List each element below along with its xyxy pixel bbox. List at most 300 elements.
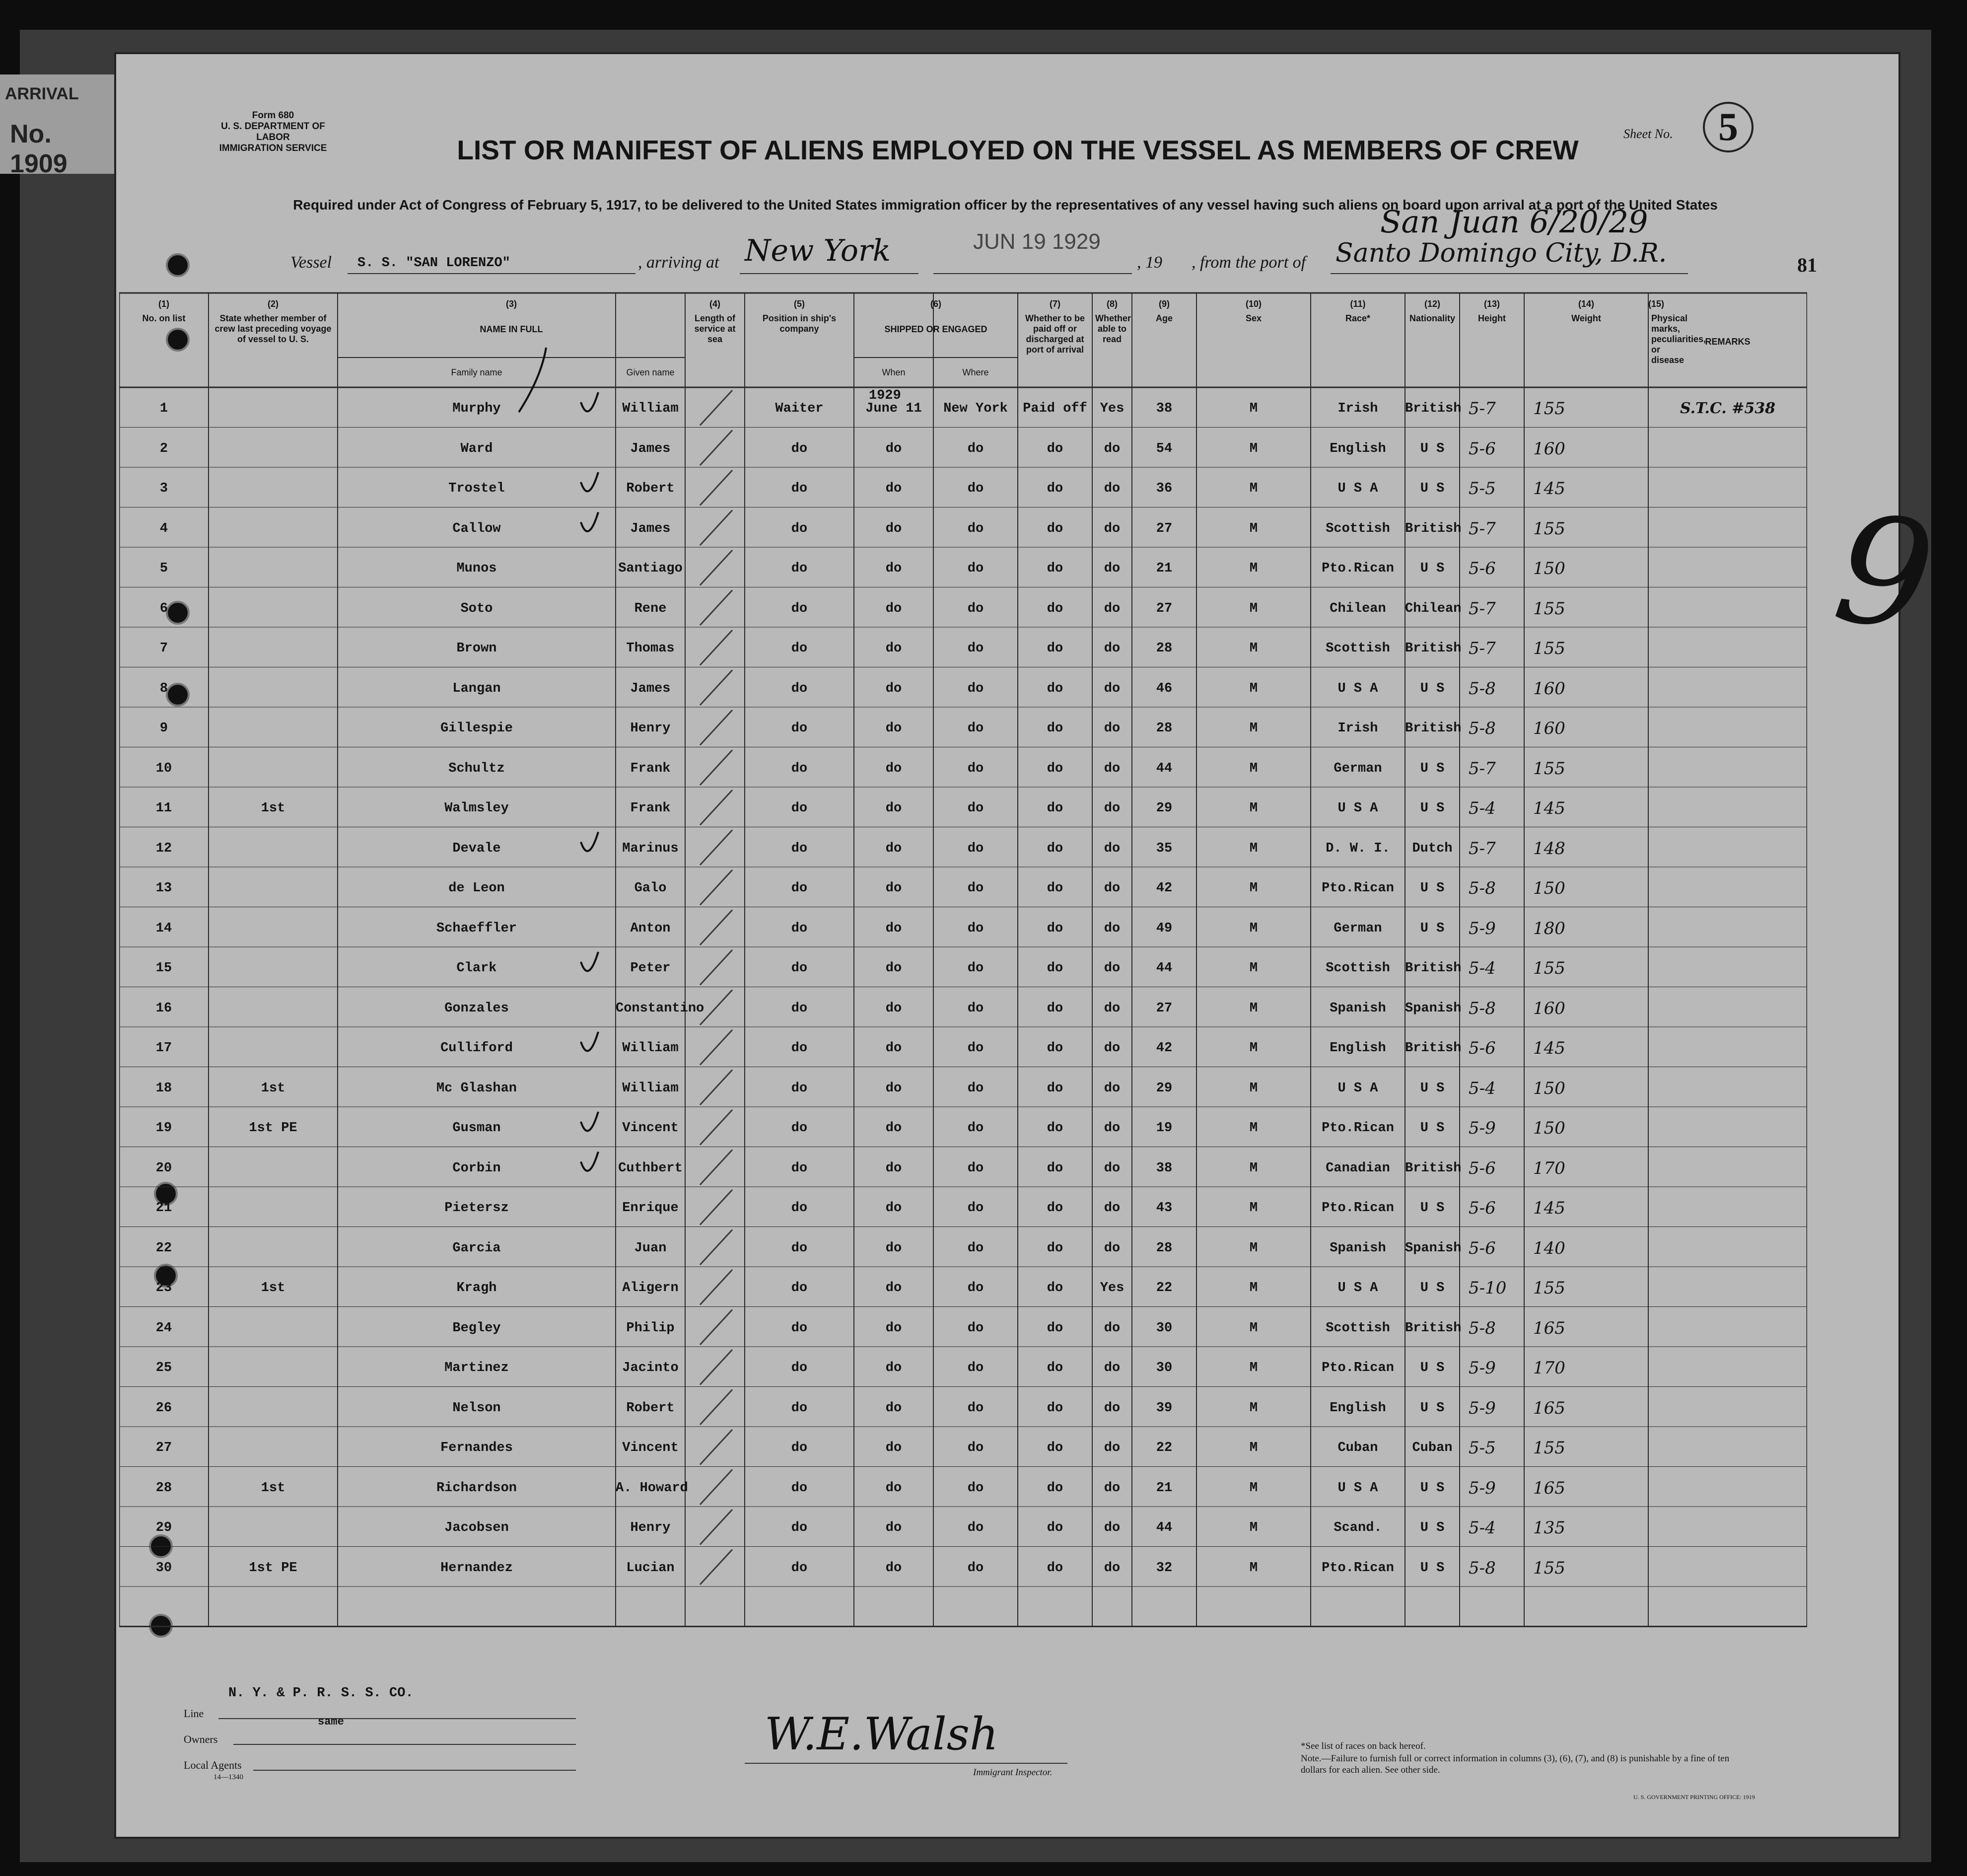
cell-when: do (885, 1041, 902, 1056)
cell-when: do (885, 441, 902, 456)
cell-family: Devale (452, 841, 501, 856)
cell-nat: U S (1420, 1361, 1445, 1375)
cell-sex: M (1249, 681, 1258, 696)
cell-paid: do (1047, 761, 1063, 776)
cell-height: 5-9 (1469, 1398, 1496, 1418)
cell-prev: 1st (261, 1081, 285, 1096)
cell-given: Robert (626, 481, 675, 496)
cell-family: Hernandez (440, 1560, 513, 1576)
service: IMMIGRATION SERVICE (219, 143, 327, 153)
cell-age: 22 (1156, 1441, 1173, 1455)
cell-pos: do (791, 521, 808, 536)
cell-prev: 1st (261, 1480, 285, 1496)
cell-read: do (1104, 721, 1121, 736)
arriving-label: , arriving at (638, 253, 719, 272)
cell-where: do (967, 761, 984, 776)
cell-nat: U S (1420, 1281, 1445, 1296)
column-subheader-where: Where (962, 367, 989, 377)
service-tick (700, 1030, 732, 1065)
column-label: Whether to be paid off or discharged at port of arrival (1025, 313, 1085, 355)
service-tick (700, 750, 732, 786)
cell-prev: 1st PE (249, 1121, 297, 1136)
cell-read: do (1104, 601, 1121, 616)
cell-weight: 155 (1533, 958, 1565, 978)
cell-no: 20 (155, 1160, 172, 1176)
cell-read: do (1104, 1121, 1121, 1136)
cell-age: 19 (1156, 1121, 1173, 1136)
cell-weight: 140 (1533, 1238, 1565, 1258)
cell-given: Galo (634, 881, 667, 896)
cell-given: Thomas (626, 641, 675, 656)
cell-nat: British (1405, 401, 1462, 416)
cell-where: do (967, 601, 984, 616)
cell-family: Trostel (448, 481, 505, 496)
cell-height: 5-8 (1469, 678, 1496, 699)
cell-weight: 155 (1533, 1558, 1565, 1578)
cell-nat: Dutch (1412, 841, 1453, 856)
cell-family: Nelson (452, 1400, 501, 1416)
adjacent-page-fragment (0, 74, 114, 174)
cell-age: 27 (1156, 1001, 1173, 1016)
cell-when: do (885, 1400, 902, 1416)
cell-height: 5-7 (1469, 399, 1496, 419)
cell-when: do (885, 1081, 902, 1096)
cell-height: 5-8 (1469, 998, 1496, 1018)
inspector-signature: W.E.Walsh (765, 1708, 998, 1760)
column-number: (13) (1483, 299, 1500, 309)
cell-family: Clark (456, 961, 497, 976)
cell-where: do (967, 681, 984, 696)
service-tick (700, 990, 732, 1025)
cell-read: do (1104, 521, 1121, 536)
cell-when: do (885, 761, 902, 776)
cell-no: 10 (155, 761, 172, 776)
cell-pos: do (791, 1281, 808, 1296)
cell-race: English (1330, 1400, 1386, 1416)
cell-race: Pto.Rican (1322, 561, 1394, 576)
cell-where: do (967, 1320, 984, 1336)
cell-paid: do (1047, 1520, 1063, 1535)
service-tick (700, 1270, 732, 1305)
cell-given: Henry (630, 721, 671, 736)
cell-read: do (1104, 1001, 1121, 1016)
cell-no: 17 (155, 1041, 172, 1056)
cell-height: 5-9 (1469, 1358, 1496, 1378)
document-subtitle: Required under Act of Congress of February 5, 1917, to be delivered to the United States immigration officer by the representatives of any vessel having such aliens on board upon arrival at a port of the United States (293, 197, 1718, 213)
cell-height: 5-7 (1469, 758, 1496, 779)
cell-sex: M (1249, 1361, 1258, 1375)
cell-where: do (967, 441, 984, 456)
cell-family: Munos (456, 561, 497, 576)
cell-height: 5-4 (1469, 958, 1496, 978)
cell-family: Garcia (452, 1240, 501, 1256)
cell-weight: 155 (1533, 518, 1565, 539)
cell-family: Mc Glashan (436, 1081, 517, 1096)
cell-no: 11 (155, 801, 172, 816)
cell-no: 6 (159, 601, 168, 616)
cell-read: do (1104, 1480, 1121, 1496)
cell-given: Vincent (622, 1441, 679, 1455)
cell-paid: do (1047, 721, 1063, 736)
check-mark (581, 512, 598, 531)
cell-when: do (885, 1001, 902, 1016)
cell-where: do (967, 841, 984, 856)
cell-read: do (1104, 1240, 1121, 1256)
cell-when: do (885, 1121, 902, 1136)
cell-pos: do (791, 1361, 808, 1375)
cell-paid: do (1047, 1320, 1063, 1336)
cell-paid: do (1047, 1081, 1063, 1096)
cell-no: 23 (155, 1281, 172, 1296)
cell-paid: do (1047, 1201, 1063, 1216)
cell-nat: U S (1420, 1480, 1445, 1496)
cell-family: Soto (460, 601, 493, 616)
cell-given: Philip (626, 1320, 675, 1336)
vessel-label: Vessel (290, 253, 332, 272)
cell-race: U S A (1337, 681, 1378, 696)
service-tick (700, 590, 732, 626)
cell-age: 30 (1156, 1361, 1173, 1375)
cell-age: 39 (1156, 1400, 1173, 1416)
cell-family: Murphy (452, 401, 501, 416)
cell-family: Schaeffler (436, 921, 517, 936)
cell-sex: M (1249, 1240, 1258, 1256)
cell-where: do (967, 881, 984, 896)
cell-family: Corbin (452, 1160, 501, 1176)
column-subheader-family: Family name (451, 367, 502, 377)
cell-read: do (1104, 1201, 1121, 1216)
cell-read: do (1104, 561, 1121, 576)
cell-read: do (1104, 681, 1121, 696)
cell-no: 5 (159, 561, 168, 576)
service-tick (700, 1190, 732, 1225)
arriving-underline (740, 273, 918, 274)
cell-pos: Waiter (775, 401, 824, 416)
line-label: Line (184, 1707, 204, 1720)
cell-nat: U S (1420, 921, 1445, 936)
cell-no: 24 (155, 1320, 172, 1336)
owners-label: Owners (184, 1733, 218, 1745)
cell-race: Canadian (1326, 1160, 1390, 1176)
cell-height: 5-7 (1469, 639, 1496, 658)
cell-when: do (885, 1480, 902, 1496)
cell-age: 38 (1156, 1160, 1173, 1176)
cell-sex: M (1249, 441, 1258, 456)
cell-sex: M (1249, 921, 1258, 936)
column-number: (2) (268, 299, 279, 309)
cell-nat: British (1405, 521, 1462, 536)
service-tick (700, 710, 732, 745)
cell-sex: M (1249, 1480, 1258, 1496)
cell-when: do (885, 681, 902, 696)
cell-sex: M (1249, 1121, 1258, 1136)
race-note: *See list of races on back hereof. (1301, 1741, 1426, 1751)
cell-race: Spanish (1330, 1240, 1386, 1256)
line-underline (218, 1718, 576, 1719)
department: U. S. DEPARTMENT OF LABOR (221, 121, 325, 143)
cell-race: U S A (1337, 1081, 1378, 1096)
cell-paid: do (1047, 1121, 1063, 1136)
check-mark (581, 472, 598, 491)
column-number: (10) (1245, 299, 1262, 309)
cell-when: do (885, 561, 902, 576)
cell-height: 5-5 (1469, 479, 1496, 499)
cell-read: do (1104, 841, 1121, 856)
cell-read: do (1104, 801, 1121, 816)
cell-height: 5-8 (1469, 1558, 1496, 1578)
year-label: , 19 (1137, 253, 1162, 272)
cell-given: Enrique (622, 1201, 679, 1216)
fragment-number: No. 1909 (10, 120, 68, 174)
cell-age: 29 (1156, 1081, 1173, 1096)
cell-no: 27 (155, 1441, 172, 1455)
column-label: Whether able to read (1095, 313, 1131, 344)
arriving-port: New York (745, 233, 891, 268)
company-name: N. Y. & P. R. S. S. CO. (228, 1686, 414, 1701)
cell-race: German (1334, 761, 1382, 776)
cell-read: Yes (1100, 401, 1124, 416)
cell-family: Jacobsen (444, 1520, 509, 1535)
cell-pos: do (791, 1041, 808, 1056)
cell-sex: M (1249, 801, 1258, 816)
cell-age: 28 (1156, 721, 1173, 736)
cell-paid: do (1047, 1361, 1063, 1375)
cell-family: Walmsley (444, 801, 509, 816)
cell-read: do (1104, 1160, 1121, 1176)
cell-read: do (1104, 1041, 1121, 1056)
cell-no: 15 (155, 961, 172, 976)
cell-family: Ward (460, 441, 493, 456)
cell-given: Rene (634, 601, 667, 616)
cell-sex: M (1249, 521, 1258, 536)
check-mark (581, 1032, 598, 1051)
cell-read: do (1104, 1560, 1121, 1576)
cell-read: do (1104, 961, 1121, 976)
cell-pos: do (791, 1320, 808, 1336)
cell-paid: do (1047, 481, 1063, 496)
cell-where: do (967, 921, 984, 936)
cell-read: do (1104, 881, 1121, 896)
form-code: 14—1340 (213, 1773, 243, 1781)
cell-when: do (885, 1160, 902, 1176)
column-number: (5) (794, 299, 805, 309)
cell-age: 44 (1156, 1520, 1173, 1535)
cell-nat: Cuban (1412, 1441, 1453, 1455)
cell-family: Gonzales (444, 1001, 509, 1016)
cell-marks: S.T.C. #538 (1680, 400, 1775, 417)
service-tick (700, 390, 732, 426)
printer-credit: U. S. GOVERNMENT PRINTING OFFICE: 1919 (1633, 1794, 1755, 1801)
date-underline (933, 273, 1132, 274)
cell-race: Scottish (1326, 1320, 1390, 1336)
cell-paid: do (1047, 881, 1063, 896)
cell-height: 5-6 (1469, 1038, 1496, 1058)
cell-no: 22 (155, 1240, 172, 1256)
cell-weight: 135 (1533, 1518, 1565, 1538)
cell-no: 8 (159, 681, 168, 696)
cell-weight: 150 (1533, 878, 1565, 898)
cell-given: Lucian (626, 1560, 675, 1576)
cell-where: do (967, 1121, 984, 1136)
cell-weight: 165 (1533, 1398, 1565, 1418)
cell-nat: U S (1420, 881, 1445, 896)
cell-where: do (967, 801, 984, 816)
cell-read: do (1104, 1520, 1121, 1535)
cell-race: D. W. I. (1326, 841, 1390, 856)
cell-age: 46 (1156, 681, 1173, 696)
cell-pos: do (791, 1441, 808, 1455)
cell-where: do (967, 1081, 984, 1096)
cell-sex: M (1249, 1281, 1258, 1296)
cell-age: 35 (1156, 841, 1173, 856)
service-tick (700, 1150, 732, 1185)
cell-height: 5-9 (1469, 918, 1496, 938)
penalty-note: Note.—Failure to furnish full or correct information in columns (3), (6), (7), and (8) is punishable by a fine of ten dollars for each alien. See other side. (1301, 1753, 1730, 1775)
cell-age: 32 (1156, 1560, 1173, 1576)
cell-sex: M (1249, 1400, 1258, 1416)
cell-height: 5-6 (1469, 1198, 1496, 1218)
cell-nat: U S (1420, 1081, 1445, 1096)
column-label: NAME IN FULL (480, 324, 543, 334)
cell-paid: do (1047, 1160, 1063, 1176)
service-tick (700, 950, 732, 985)
cell-race: Cuban (1337, 1441, 1378, 1455)
sheet-number: 5 (1703, 102, 1754, 152)
cell-sex: M (1249, 1201, 1258, 1216)
cell-family: Schultz (448, 761, 505, 776)
service-tick (700, 431, 732, 466)
cell-paid: do (1047, 1441, 1063, 1455)
cell-prev: 1st PE (249, 1560, 297, 1576)
cell-when: do (885, 1201, 902, 1216)
cell-weight: 155 (1533, 1278, 1565, 1298)
from-underline (1331, 273, 1688, 274)
cell-paid: do (1047, 921, 1063, 936)
service-tick-marks (119, 288, 1807, 1663)
cell-no: 4 (159, 521, 168, 536)
service-tick (700, 1550, 732, 1585)
crew-manifest-table: (1) No. on list (2) State whether member of crew last preceding voyage of vessel to U. S. (3) NAME IN FULL (4) Length of service at sea (5) Position in ship's company (6) SHIPPED OR ENGAGED (7) Whether to be paid off or discharged at port of arrival (8) Whether able to read (9) Age (10) Sex (11) Race* (12) Nationality (13) Height (14) Weight (15) Physical marks, peculiarities, or disease REMARKS Family name Given name When Where 1 Murphy William Waiter June 11 New York Paid off Yes 38 M Irish British S.T.C. #538 5-7 155 2 Ward James do do do do do 54 M English U S 5-6 160 3 Trostel Robert do do do do do 36 M U S A U S 5-5 145 4 Callow James do do do do do 27 M Scottish British 5-7 155 5 Munos Santiago do do do do do 21 M Pto.Rican U S 5-6 150 6 Soto Rene do do do do do 27 M Chilean Chilean 5-7 155 7 Brown Thomas do do do do do 28 M Scottish British 5-7 155 8 Langan James do do do do do 46 M U S A U S 5-8 160 9 Gillespie Henry do do do do do 28 M Irish British 5-8 160 10 Schultz Frank do do do do do 44 M German U S 5-7 155 11 1st Walmsley Frank do do do do do 29 M U S A U S 5-4 145 12 Devale Marinus do do do do do 35 M D. W. I. Dutch 5-7 148 13 de Leon Galo do do do do do 42 M Pto.Rican U S 5-8 150 14 Schaeffler Anton do do do do do 49 M German U S 5-9 180 15 Clark Peter do do do do do 44 M Scottish British 5-4 155 16 Gonzales Constantino do do do do do 27 M Spanish Spanish 5-8 160 17 Culliford William do do do do do 42 M English British 5-6 145 18 1st Mc Glashan William do do do do do 29 M U S A U S 5-4 150 19 1st PE Gusman Vincent do do do do do 19 M Pto.Rican U S 5-9 150 20 Corbin Cuthbert do do do do do 38 M Canadian British 5-6 170 21 Pietersz Enrique do do do do do 43 M Pto.Rican U S 5-6 145 22 Garcia Juan do do do do do 28 M Spanish Spanish 5-6 140 23 1st Kragh Aligern do do do do Yes 22 M U S A U S 5-10 155 24 Begley Philip do do do do do 30 M Scottish British 5-8 165 25 Martinez Jacinto do do do do do 30 M Pto.Rican U S 5-9 170 26 Nelson Robert do do do do do 39 M English U S 5-9 165 27 Fernandes Vincent do do do do do 22 M Cuban Cuban 5-5 155 28 1st Richardson A. Howard do do do do do 21 M U S A U S 5-9 165 29 Jacobsen Henry do do do do do 44 M Scand. U S 5-4 135 30 1st PE Hernandez Lucian do do do do do 32 M Pto.Rican U S 5-8 155 1929 (119, 288, 1807, 1663)
from-label: , from the port of (1192, 253, 1306, 272)
cell-weight: 180 (1533, 918, 1565, 938)
cell-sex: M (1249, 641, 1258, 656)
cell-race: Scottish (1326, 961, 1390, 976)
cell-height: 5-7 (1469, 518, 1496, 539)
cell-race: Chilean (1330, 601, 1386, 616)
cell-given: James (630, 441, 671, 456)
cell-no: 13 (155, 881, 172, 896)
cell-sex: M (1249, 721, 1258, 736)
cell-height: 5-9 (1469, 1478, 1496, 1498)
cell-nat: U S (1420, 761, 1445, 776)
cell-given: Frank (630, 761, 671, 776)
cell-given: Santiago (618, 561, 683, 576)
cell-read: do (1104, 481, 1121, 496)
cell-paid: do (1047, 1480, 1063, 1496)
cell-read: do (1104, 641, 1121, 656)
cell-weight: 150 (1533, 1118, 1565, 1138)
handwritten-annotation: San Juan 6/20/29 (1380, 204, 1648, 240)
cell-weight: 160 (1533, 998, 1565, 1018)
cell-read: do (1104, 1441, 1121, 1455)
inspector-label: Immigrant Inspector. (973, 1767, 1053, 1778)
cell-pos: do (791, 1480, 808, 1496)
cell-family: Richardson (436, 1480, 517, 1496)
cell-pos: do (791, 1240, 808, 1256)
service-tick (700, 1110, 732, 1145)
cell-nat: U S (1420, 681, 1445, 696)
cell-nat: British (1405, 641, 1462, 656)
cell-no: 18 (155, 1081, 172, 1096)
cell-given: James (630, 521, 671, 536)
cell-family: Gusman (452, 1121, 501, 1136)
page-reference: 81 (1797, 254, 1817, 276)
cell-race: U S A (1337, 1480, 1378, 1496)
cell-weight: 145 (1533, 479, 1565, 499)
service-tick (700, 1430, 732, 1465)
cell-age: 29 (1156, 801, 1173, 816)
cell-where: do (967, 1041, 984, 1056)
cell-nat: British (1405, 721, 1462, 736)
cell-race: Spanish (1330, 1001, 1386, 1016)
column-number: (14) (1578, 299, 1594, 309)
cell-nat: U S (1420, 1400, 1445, 1416)
cell-no: 9 (159, 721, 168, 736)
cell-given: Anton (630, 921, 671, 936)
check-mark (581, 1112, 598, 1131)
cell-where: do (967, 1361, 984, 1375)
cell-family: Martinez (444, 1361, 509, 1375)
cell-family: Kragh (456, 1281, 497, 1296)
cell-race: Pto.Rican (1322, 1560, 1394, 1576)
column-number: (7) (1050, 299, 1060, 309)
cell-paid: do (1047, 641, 1063, 656)
check-mark (581, 832, 598, 851)
cell-age: 44 (1156, 961, 1173, 976)
cell-race: English (1330, 1041, 1386, 1056)
cell-weight: 165 (1533, 1478, 1565, 1498)
cell-age: 28 (1156, 1240, 1173, 1256)
cell-pos: do (791, 1400, 808, 1416)
cell-no: 30 (155, 1560, 172, 1576)
cell-family: Langan (452, 681, 501, 696)
cell-sex: M (1249, 601, 1258, 616)
cell-when: do (885, 481, 902, 496)
column-label: Length of service at sea (694, 313, 736, 344)
cell-sex: M (1249, 1520, 1258, 1535)
service-tick (700, 830, 732, 866)
cell-race: Pto.Rican (1322, 1121, 1394, 1136)
column-label: Sex (1245, 313, 1262, 323)
cell-weight: 160 (1533, 678, 1565, 699)
service-tick (700, 630, 732, 665)
cell-pos: do (791, 1160, 808, 1176)
cell-height: 5-6 (1469, 438, 1496, 459)
cell-pos: do (791, 1520, 808, 1535)
cell-where: do (967, 1281, 984, 1296)
cell-paid: do (1047, 681, 1063, 696)
cell-no: 16 (155, 1001, 172, 1016)
vessel-name: S. S. "SAN LORENZO" (357, 256, 510, 271)
cell-paid: do (1047, 1281, 1063, 1296)
cell-age: 28 (1156, 641, 1173, 656)
cell-age: 49 (1156, 921, 1173, 936)
cell-no: 1 (159, 401, 168, 416)
cell-read: do (1104, 761, 1121, 776)
cell-pos: do (791, 1001, 808, 1016)
service-tick (700, 510, 732, 546)
cell-weight: 160 (1533, 719, 1565, 738)
